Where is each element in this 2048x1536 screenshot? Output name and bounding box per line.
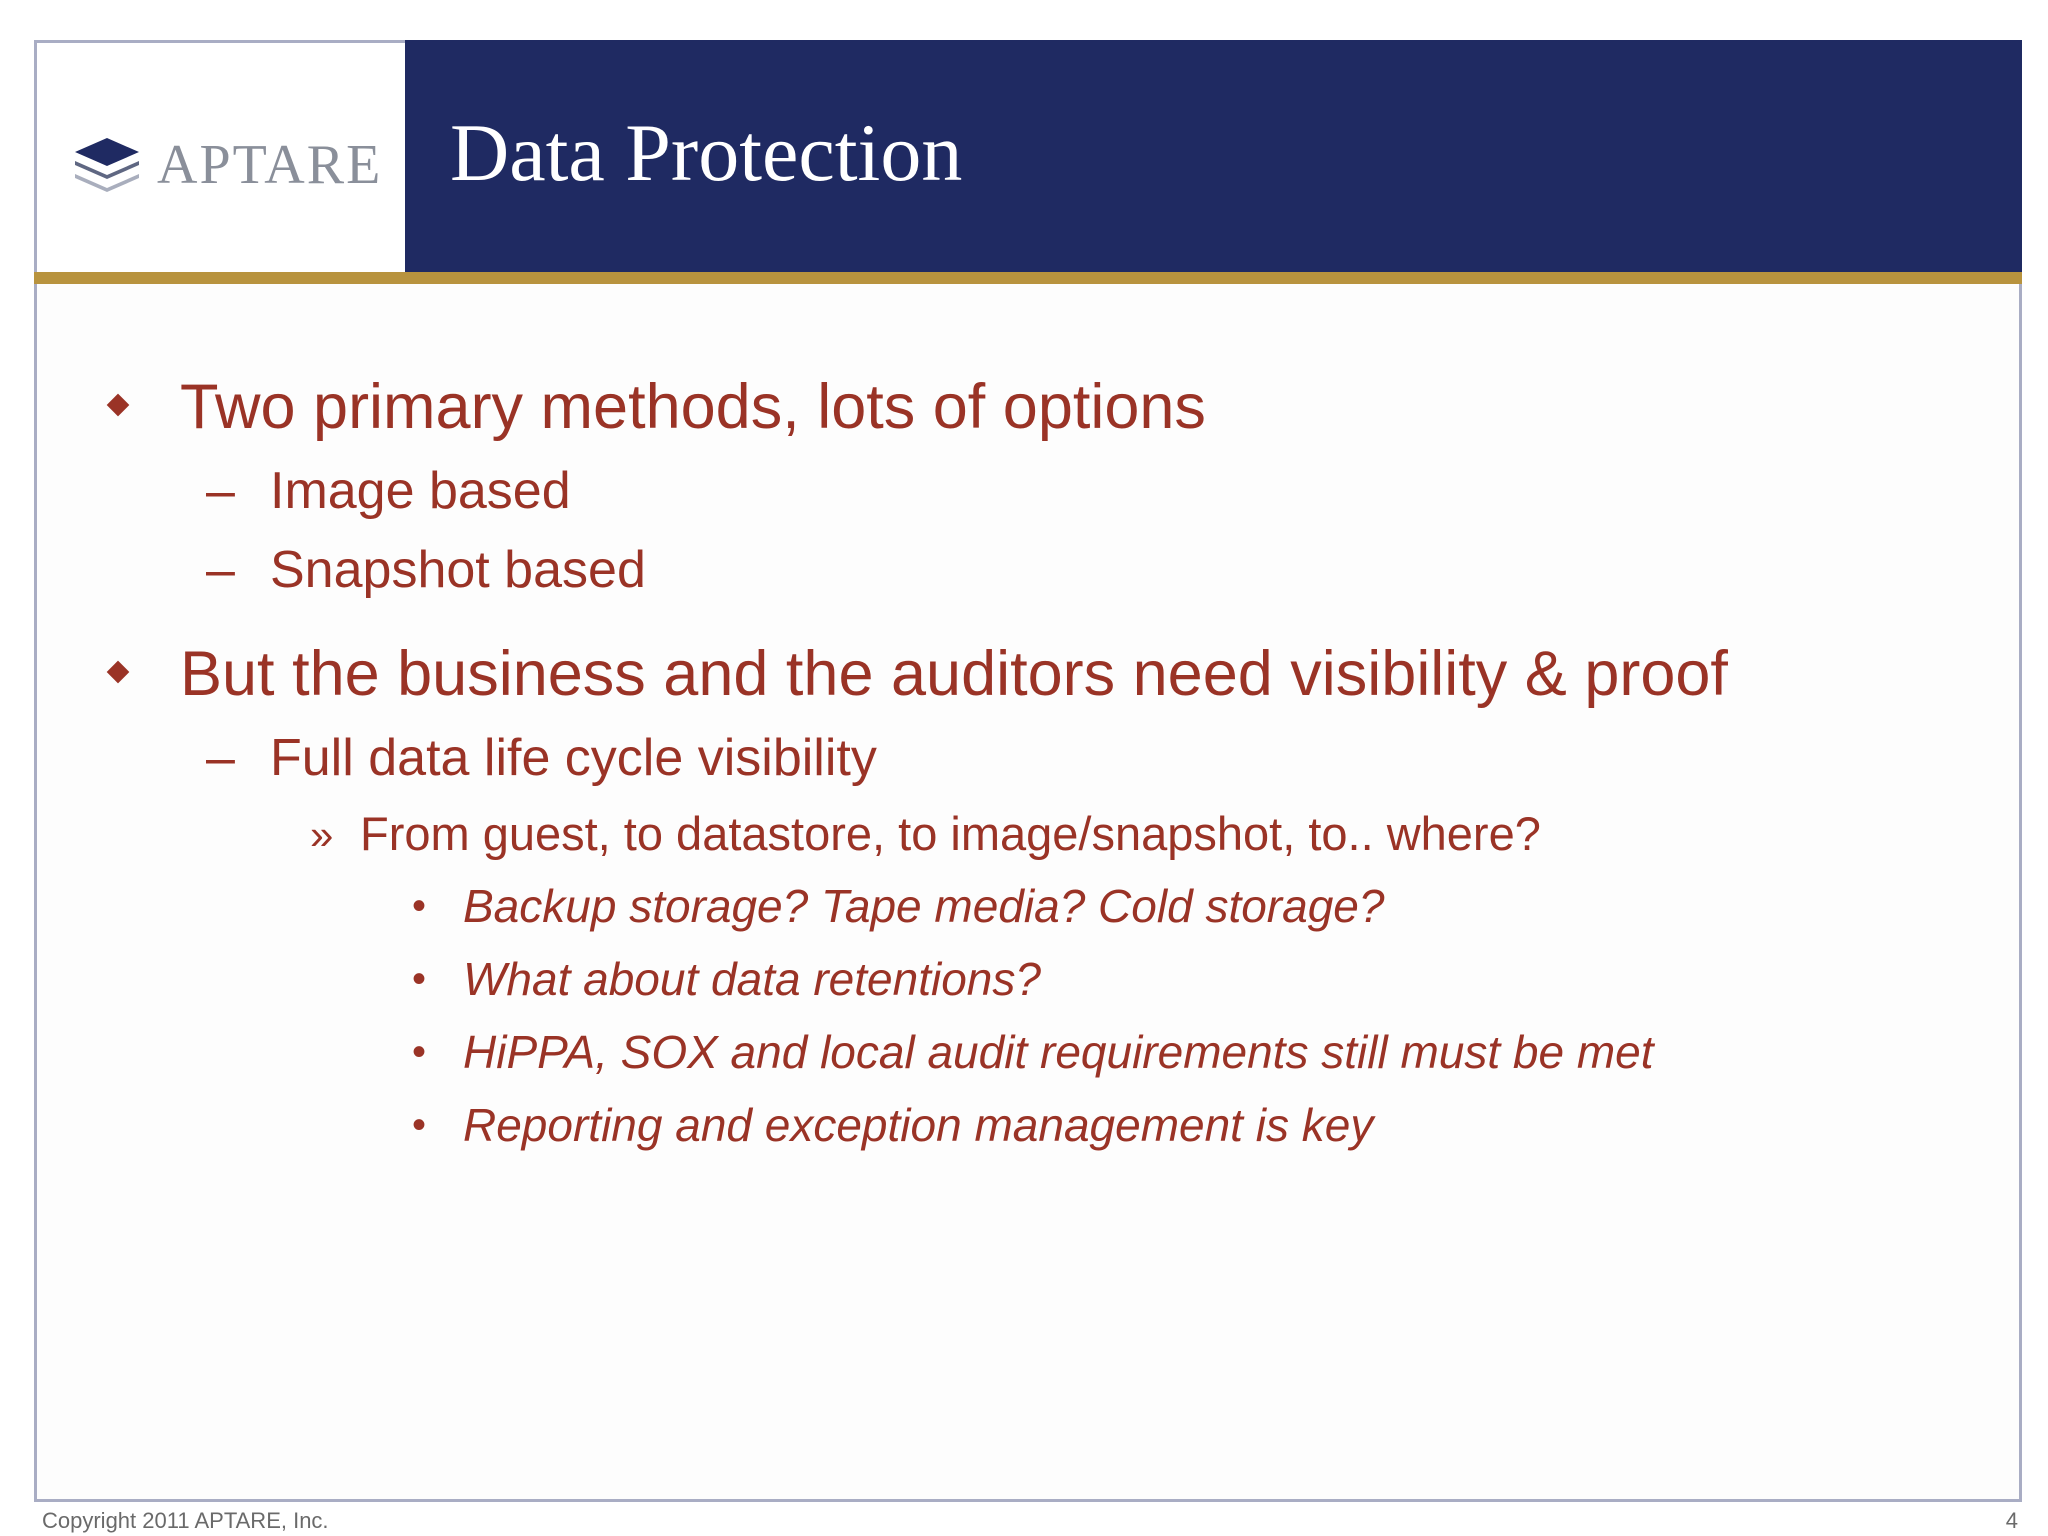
bullet-level4: HiPPA, SOX and local audit requirements still must be met — [463, 1026, 1654, 1078]
bullet-level1: Two primary methods, lots of options — [180, 372, 1206, 442]
dash-marker: – — [206, 729, 235, 787]
dot-marker: • — [412, 1030, 427, 1074]
bullet-level4: What about data retentions? — [463, 953, 1041, 1005]
dot-marker: • — [412, 884, 427, 928]
footer-copyright: Copyright 2011 APTARE, Inc. — [42, 1508, 329, 1533]
bullet-level2: Snapshot based — [270, 541, 646, 599]
bullet-level2: Full data life cycle visibility — [270, 729, 877, 787]
slide-title: Data Protection — [450, 107, 963, 198]
diamond-bullet-icon — [107, 394, 130, 417]
bullet-level2: Image based — [270, 462, 571, 520]
bullet-level4: Reporting and exception management is key — [463, 1099, 1374, 1151]
bullet-level3: From guest, to datastore, to image/snapshot, to.. where? — [360, 807, 1541, 860]
page-number: 4 — [2005, 1508, 2018, 1533]
dash-marker: – — [206, 462, 235, 520]
dot-marker: • — [412, 957, 427, 1001]
dot-marker: • — [412, 1103, 427, 1147]
bullet-level1: But the business and the auditors need visibility & proof — [180, 639, 1728, 709]
diamond-bullet-icon — [107, 661, 130, 684]
bullet-level4: Backup storage? Tape media? Cold storage? — [463, 880, 1385, 932]
dash-marker: – — [206, 541, 235, 599]
logo-wordmark: APTARE — [157, 134, 383, 196]
chevron-marker: » — [310, 811, 334, 858]
